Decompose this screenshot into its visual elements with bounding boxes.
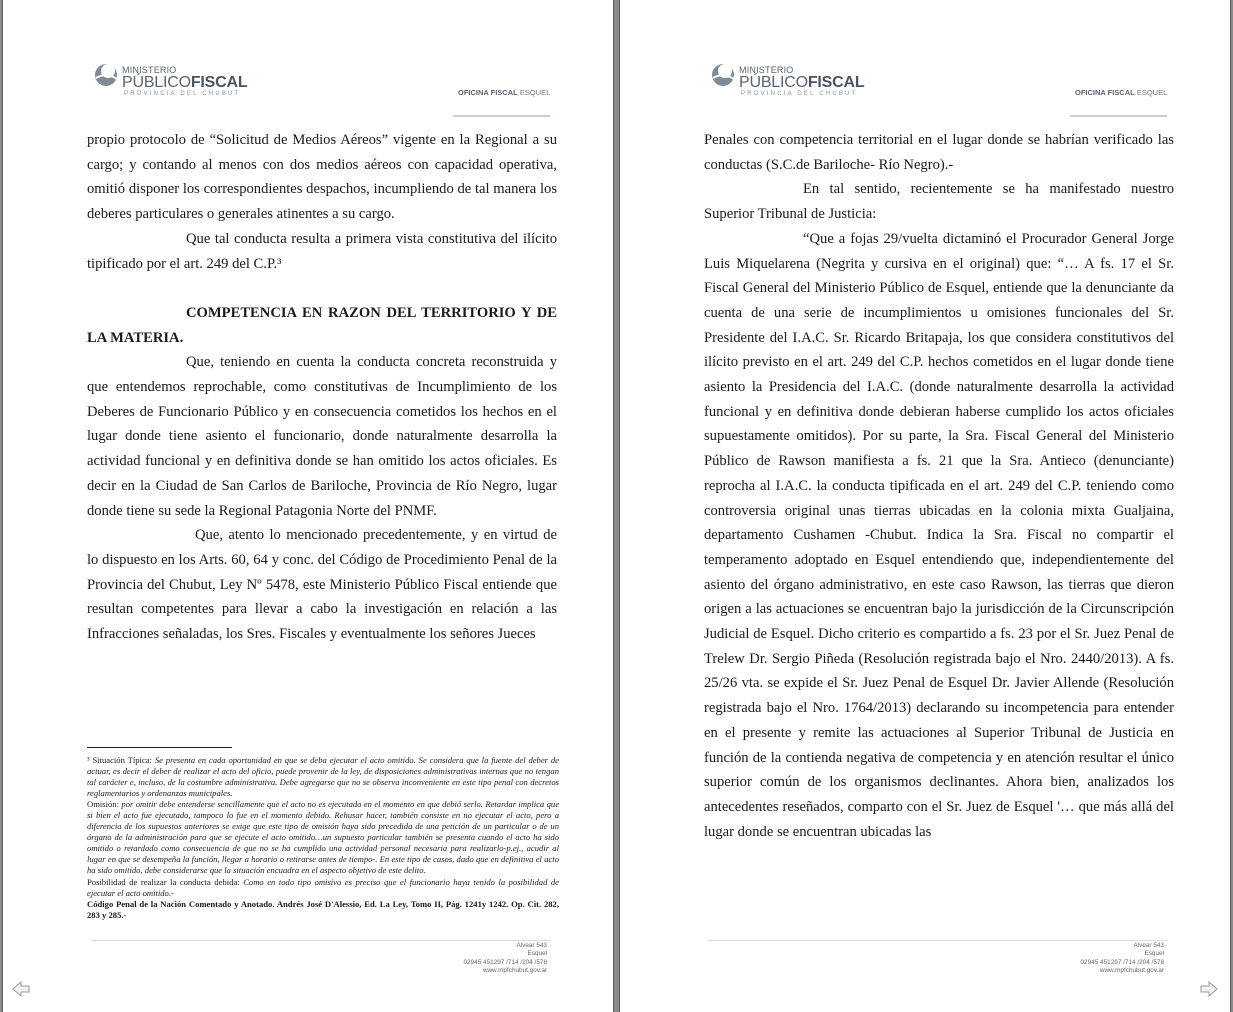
footnotes	[87, 755, 559, 921]
paragraph: En tal sentido, recientemente se ha manifestado nuestro Superior Tribunal de Justicia:	[704, 181, 1174, 223]
office-label: OFICINA FISCAL ESQUEL	[1075, 88, 1168, 97]
page-body	[87, 128, 557, 647]
paragraph: Que, teniendo en cuenta la conducta concreta reconstruida y que entendemos reprochable, como constitutivas de Incumplimiento de los Deberes de Funcionario Público y en consecuencia cometidos los hechos en el lugar donde tiene asiento el funcionario, donde naturalmente desarrolla la actividad funcional y en definitiva donde se han omitido los actos oficiales. Es decir en la Ciudad de San Carlos de Bariloche, Provincia de Río Negro, lugar donde tiene su sede la Regional Patagonia Norte del PNMF.	[87, 354, 557, 519]
document-page-left	[2, 0, 614, 1012]
office-label: OFICINA FISCAL ESQUEL	[458, 88, 551, 97]
mpf-logo	[710, 62, 870, 102]
section-heading: COMPETENCIA EN RAZON DEL TERRITORIO Y DE LA MATERIA.	[87, 304, 557, 346]
footnote: Posibilidad de realizar la conducta debida: Como en todo tipo omisivo es preciso que el funcionario haya tenido la posibilidad de ejecutar el acto omitido.-	[87, 876, 559, 898]
paragraph: Penales con competencia territorial en el lugar donde se habrían verificado las conductas (S.C.de Bariloche- Río Negro).-	[704, 132, 1174, 173]
arrow-left-icon	[10, 978, 32, 1000]
logo-line-1: MINISTERIO	[122, 65, 177, 75]
logo-line-2: PÚBLICOFISCAL	[739, 74, 865, 91]
header-rule	[1070, 115, 1167, 117]
logo-emblem-icon	[93, 62, 119, 88]
footnote-reference: Código Penal de la Nación Comentado y Anotado. Andrés José D'Alessio, Ed. La Ley, Tomo II, Pág. 1241y 1242. Op. Cit. 282, 283 y 285.-	[87, 898, 559, 920]
header-rule	[453, 115, 550, 117]
next-page-button[interactable]	[1198, 978, 1220, 1000]
arrow-right-icon	[1198, 978, 1220, 1000]
logo-line-3: PROVINCIA DEL CHUBUT	[741, 91, 858, 97]
page-body	[704, 128, 1174, 844]
mpf-logo	[93, 62, 253, 102]
footer-rule	[708, 940, 1168, 941]
footnote: Omisión: por omitir debe entenderse sencillamente que el acto no es ejecutado en el momento en que debió serlo. Retardar implica que si bien el acto fue ejecutado, tampoco lo fue en el momento debido. Rehusar hacer, también consiste en no ejecutar el acto, pero a diferencia de los supuestos anteriores se exige que este tipo de omisión haya sido precedida de una petición de un particular o de un órgano de la administración para que se ejecute el acto omitido…un supuesto particular también se presenta cuando el acto ha sido omitido o retardado como consecuencia de que no se ha cumplido una actividad personal necesaria para realizarlo-p.ej., acudir al lugar en que se desempeña la función, llegar a horario o retirarse antes de tiempo-. En este tipo de casos, dado que en definitiva el acto ha sido omitido, debe considerarse que la situación encuadra en el aspecto objetivo de este delito.	[87, 799, 560, 876]
footer-address: Alvear 543 Esquel 02945 451297 /714 /204 /578 www.mpfchubut.gov.ar	[463, 942, 547, 974]
logo-line-3: PROVINCIA DEL CHUBUT	[124, 91, 241, 97]
quoted-paragraph: “Que a fojas 29/vuelta dictaminó el Procurador General Jorge Luis Miquelarena (Negrita y cursiva en el original) que: “… A fs. 17 el Sr. Fiscal General del Ministerio Público de Esquel, entiende que la denunciante da cuenta de una serie de incumplimientos u omisiones funcionales del Sr. Presidente del I.A.C. Sr. Ricardo Britapaja, los que considera constitutivos del ilícito previsto en el art. 249 del C.P. hechos cometidos en el lugar donde tiene asiento la Presidencia del I.A.C. (donde naturalmente desarrolla la actividad funcional y en definitiva donde debieran haberse cumplido los actos oficiales supuestamente omitidos). Por su parte, la Sra. Fiscal General del Ministerio Público de Rawson manifiesta a fs. 21 que la Sra. Antieco (denunciante) reprocha al I.A.C. la conducta tipificada en el art. 249 del C.P. teniendo como controversia original unas tierras ubicadas en la colonia mixta Gualjaina, departamento Cushamen -Chubut. Indica la Sra. Fiscal no compartir el temperamento adoptado en Esquel entendiendo que, independientemente del asiento del órgano administrativo, en este caso Rawson, las tierras que dieron origen a las actuaciones se encuentran bajo la jurisdicción de la Circunscripción Judicial de Esquel. Dicho criterio es compartido a fs. 23 por el Sr. Juez Penal de Trelew Dr. Sergio Piñeda (Resolución registrada bajo el Nro. 2440/2013). A fs. 25/26 vta. se expide el Sr. Juez Penal de Esquel Dr. Javier Allende (Resolución registrada bajo el Nro. 1764/2013) declarando su incompetencia para entender en el presente y remite las actuaciones al Superior Tribunal de Justicia en función de la contienda negativa de competencia y en atención resultar el único superior común de los organismos declinantes. Ahora bien, analizados los antecedentes reseñados, comparto con el Sr. Juez de Esquel '… que más allá del lugar donde se encuentran ubicadas las	[704, 230, 1174, 840]
document-page-right	[619, 0, 1231, 1012]
paragraph: propio protocolo de “Solicitud de Medios Aéreos” vigente en la Regional a su cargo; y contando al menos con dos medios aéreos con capacidad operativa, omitió disponer los correspondientes despachos, incumpliendo de tal manera los deberes particulares o generales atinentes a su cargo.	[87, 132, 557, 223]
footnote: ³ Situación Típica: Se presenta en cada oportunidad en que se deba ejecutar el acto omitido. Se considera que la fuente del deber de actuar, es decir el deber de realizar el acto del oficio, puede provenir de la ley, de disposiciones administrativas internas que no tengan tal carácter e, incluso, de la costumbre administrativa. Debe agregarse que no se observa inconveniente en este tipo penal con decretos reglamentarios y ordenanzas municipales.	[87, 755, 559, 799]
logo-line-1: MINISTERIO	[739, 65, 794, 75]
footer-rule	[91, 940, 551, 941]
paragraph: Que tal conducta resulta a primera vista constitutiva del ilícito tipificado por el art. 249 del C.P.³	[87, 230, 557, 272]
footer-address: Alvear 543 Esquel 02945 451297 /714 /204 /578 www.mpfchubut.gov.ar	[1080, 942, 1164, 974]
footnote-separator	[87, 747, 232, 748]
logo-line-2: PÚBLICOFISCAL	[122, 74, 248, 91]
paragraph: Que, atento lo mencionado precedentemente, y en virtud de lo dispuesto en los Arts. 60, 64 y conc. del Código de Procedimiento Penal de la Provincia del Chubut, Ley Nº 5478, este Ministerio Público Fiscal entiende que resultan competentes para llevar a cabo la investigación en relación a las Infracciones señaladas, los Sres. Fiscales y eventualmente los señores Jueces	[87, 527, 557, 643]
previous-page-button[interactable]	[10, 978, 32, 1000]
logo-emblem-icon	[710, 62, 736, 88]
